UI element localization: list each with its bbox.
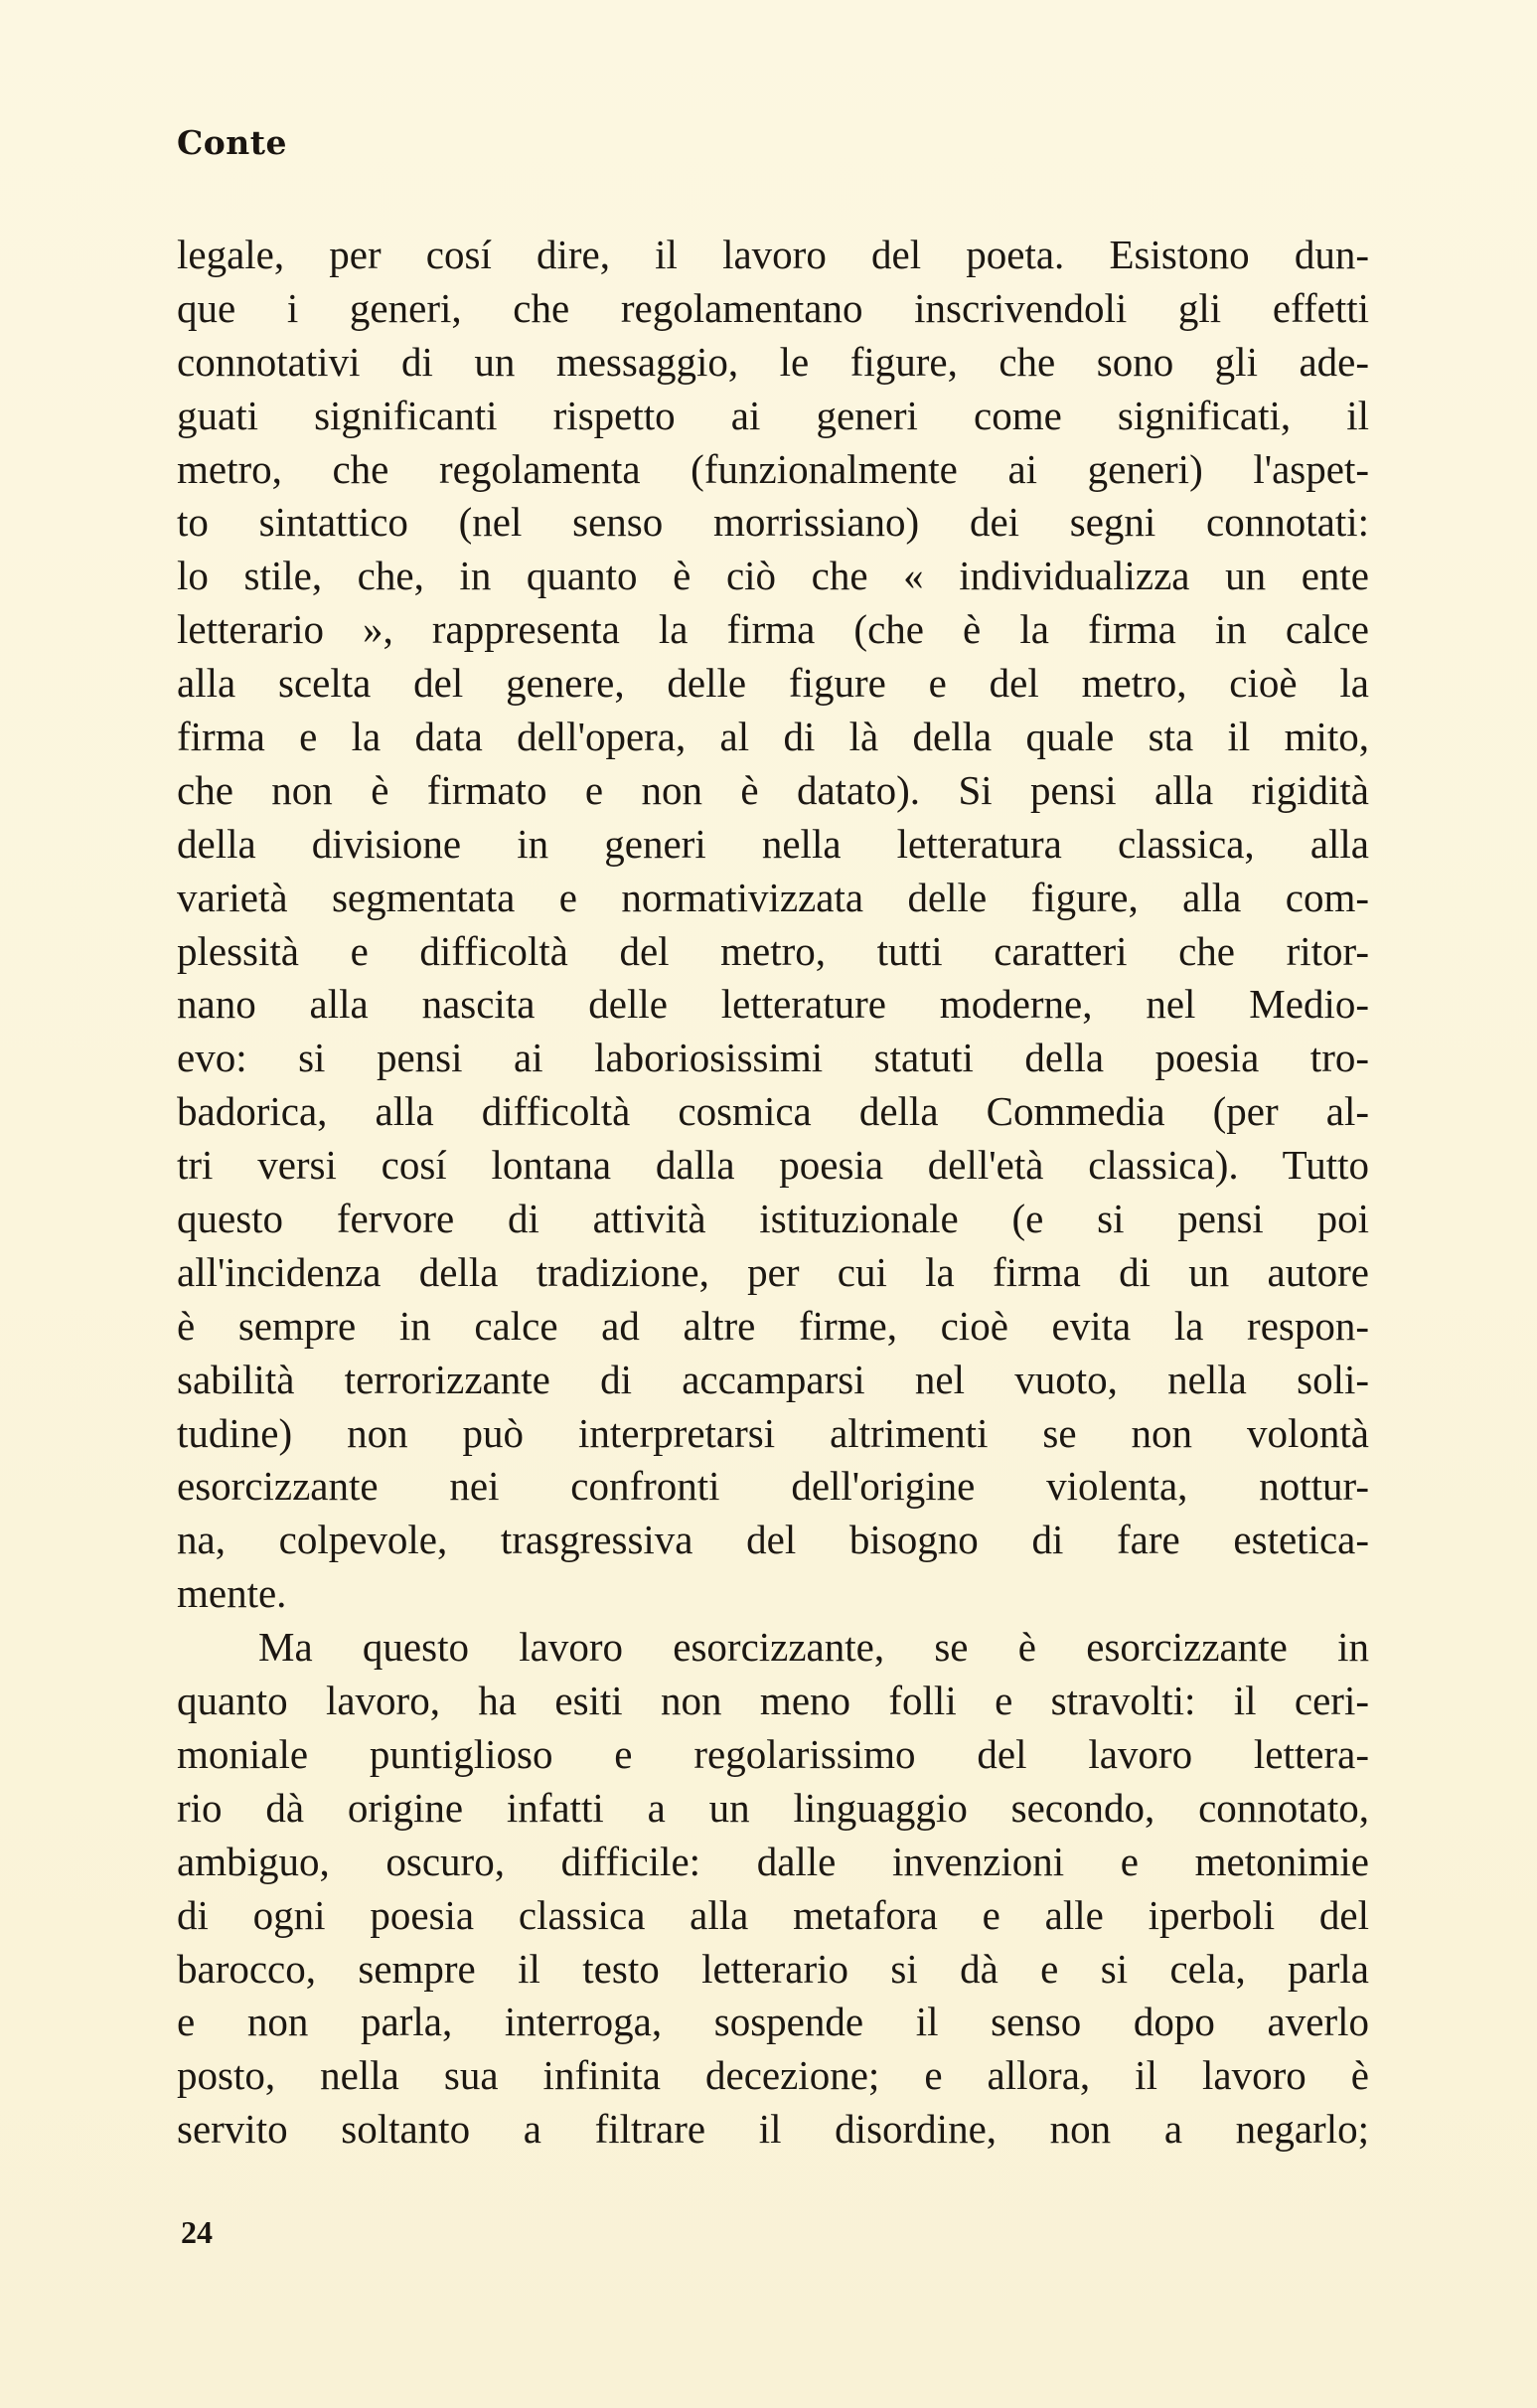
text-line: tri versi cosí lontana dalla poesia dell'età classica). Tutto <box>177 1142 1369 1189</box>
text-line: na, colpevole, trasgressiva del bisogno di fare estetica- <box>177 1517 1369 1563</box>
text-line: firma e la data dell'opera, al di là della quale sta il mito, <box>177 714 1369 760</box>
text-line: sabilità terrorizzante di accamparsi nel vuoto, nella soli- <box>177 1356 1369 1402</box>
text-line: connotativi di un messaggio, le figure, che sono gli ade- <box>177 338 1369 385</box>
paragraph-end-line: mente. <box>177 1570 287 1617</box>
text-line: metro, che regolamenta (funzionalmente ai generi) l'aspet- <box>177 445 1369 492</box>
text-line: barocco, sempre il testo letterario si dà e si cela, parla <box>177 1945 1369 1992</box>
text-line: plessità e difficoltà del metro, tutti caratteri che ritor- <box>177 927 1369 974</box>
text-line: esorcizzante nei confronti dell'origine violenta, nottur- <box>177 1463 1369 1510</box>
text-line: rio dà origine infatti a un linguaggio secondo, connotato, <box>177 1784 1369 1831</box>
body-text <box>177 229 1369 2157</box>
text-line: della divisione in generi nella letteratura classica, alla <box>177 820 1369 867</box>
text-line: evo: si pensi ai laboriosissimi statuti della poesia tro- <box>177 1035 1369 1081</box>
text-line: letterario », rappresenta la firma (che è la firma in calce <box>177 606 1369 653</box>
text-line: lo stile, che, in quanto è ciò che « individualizza un ente <box>177 553 1369 599</box>
running-head: Conte <box>177 123 288 162</box>
text-line: guati significanti rispetto ai generi come significati, il <box>177 392 1369 438</box>
text-line: moniale puntiglioso e regolarissimo del lavoro lettera- <box>177 1730 1369 1777</box>
text-line: quanto lavoro, ha esiti non meno folli e stravolti: il ceri- <box>177 1678 1369 1724</box>
paragraph-start-line: Ma questo lavoro esorcizzante, se è esorcizzante in <box>258 1624 1369 1671</box>
text-line: posto, nella sua infinita decezione; e allora, il lavoro è <box>177 2052 1369 2099</box>
text-line: alla scelta del genere, delle figure e del metro, cioè la <box>177 660 1369 707</box>
text-line: di ogni poesia classica alla metafora e alle iperboli del <box>177 1891 1369 1938</box>
text-line: varietà segmentata e normativizzata delle figure, alla com- <box>177 874 1369 920</box>
text-line: ambiguo, oscuro, difficile: dalle invenzioni e metonimie <box>177 1838 1369 1884</box>
text-line: tudine) non può interpretarsi altrimenti se non volontà <box>177 1409 1369 1456</box>
text-line: badorica, alla difficoltà cosmica della Commedia (per al- <box>177 1088 1369 1135</box>
text-line: che non è firmato e non è datato). Si pensi alla rigidità <box>177 766 1369 813</box>
text-line: all'incidenza della tradizione, per cui la firma di un autore <box>177 1248 1369 1295</box>
text-line: to sintattico (nel senso morrissiano) dei segni connotati: <box>177 499 1369 546</box>
text-line: que i generi, che regolamentano inscrivendoli gli effetti <box>177 284 1369 331</box>
text-line: e non parla, interroga, sospende il senso dopo averlo <box>177 1999 1369 2045</box>
text-line: è sempre in calce ad altre firme, cioè evita la respon- <box>177 1302 1369 1349</box>
page-number: 24 <box>181 2214 213 2250</box>
text-line: nano alla nascita delle letterature moderne, nel Medio- <box>177 981 1369 1028</box>
text-line: servito soltanto a filtrare il disordine, non a negarlo; <box>177 2106 1369 2153</box>
text-line: legale, per cosí dire, il lavoro del poeta. Esistono dun- <box>177 232 1369 277</box>
text-line: questo fervore di attività istituzionale (e si pensi poi <box>177 1196 1369 1242</box>
